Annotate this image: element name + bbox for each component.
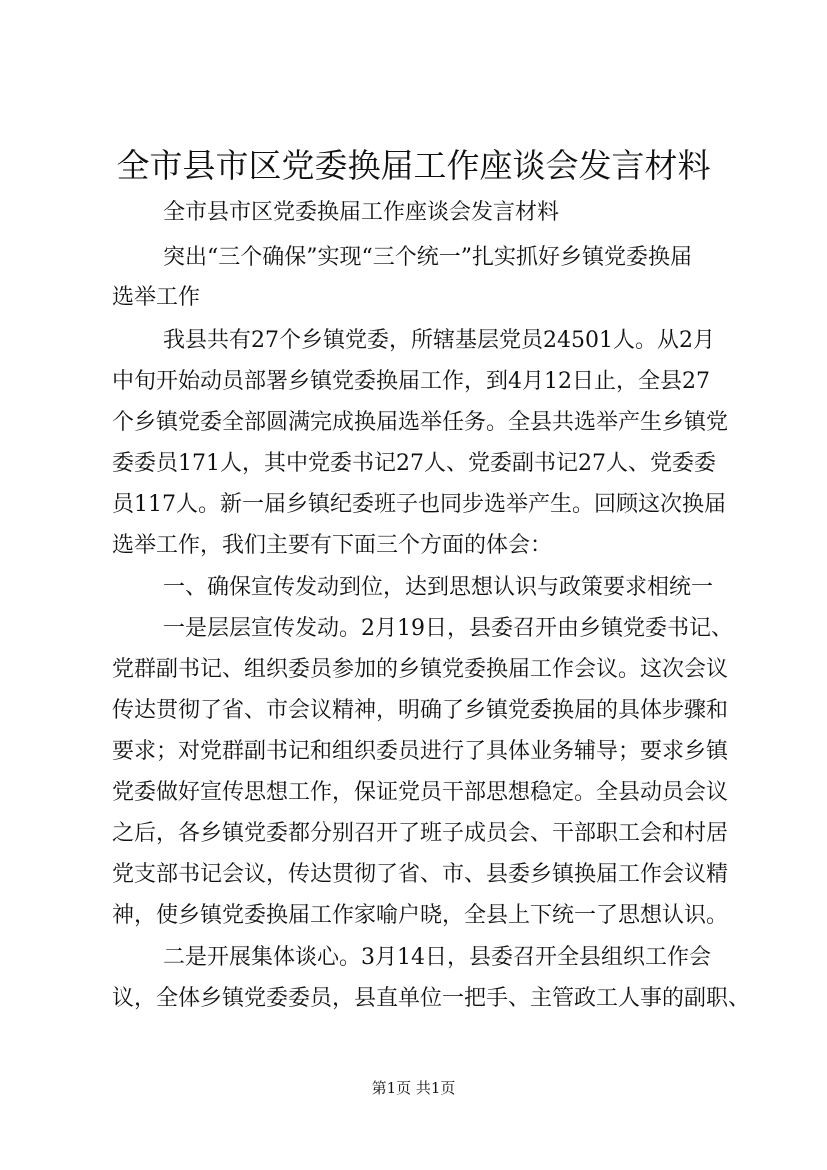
paragraph-line: 员117人。新一届乡镇纪委班子也同步选举产生。回顾这次换届 (112, 492, 726, 517)
paragraph-line: 党群副书记、组织委员参加的乡镇党委换届工作会议。这次会议 (112, 657, 729, 682)
section-heading: 一、确保宣传发动到位，达到思想认识与政策要求相统一 (163, 575, 714, 600)
paragraph-line: 我县共有27个乡镇党委，所辖基层党员24501人。从2月 (163, 328, 715, 353)
paragraph-line: 选举工作，我们主要有下面三个方面的体会： (112, 533, 553, 558)
paragraph-line: 神，使乡镇党委换届工作家喻户晓，全县上下统一了思想认识。 (112, 903, 729, 928)
paragraph-line: 传达贯彻了省、市会议精神，明确了乡镇党委换届的具体步骤和 (112, 698, 729, 723)
paragraph-line: 二是开展集体谈心。3月14日，县委召开全县组织工作会 (163, 945, 711, 970)
paragraph-line: 突出“三个确保”实现“三个统一”扎实抓好乡镇党委换届 (163, 245, 692, 270)
paragraph-line: 委委员171人，其中党委书记27人、党委副书记27人、党委委 (112, 451, 716, 476)
page-footer: 第1页 共1页 (371, 1079, 456, 1097)
paragraph-line: 之后，各乡镇党委都分别召开了班子成员会、干部职工会和村居 (112, 821, 729, 846)
paragraph-line: 要求；对党群副书记和组织委员进行了具体业务辅导；要求乡镇 (112, 739, 729, 764)
paragraph-line: 个乡镇党委全部圆满完成换届选举任务。全县共选举产生乡镇党 (112, 410, 729, 435)
paragraph-line: 中旬开始动员部署乡镇党委换届工作，到4月12日止，全县27 (112, 369, 710, 394)
paragraph-line: 全市县市区党委换届工作座谈会发言材料 (163, 200, 560, 225)
paragraph-line: 一是层层宣传发动。2月19日，县委召开由乡镇党委书记、 (163, 616, 733, 641)
paragraph-line: 党委做好宣传思想工作，保证党员干部思想稳定。全县动员会议 (112, 780, 729, 805)
paragraph-line: 议，全体乡镇党委委员，县直单位一把手、主管政工人事的副职、 (112, 986, 751, 1011)
document-title: 全市县市区党委换届工作座谈会发言材料 (116, 146, 711, 185)
paragraph-line: 党支部书记会议，传达贯彻了省、市、县委乡镇换届工作会议精 (112, 862, 729, 887)
paragraph-line: 选举工作 (112, 285, 201, 310)
